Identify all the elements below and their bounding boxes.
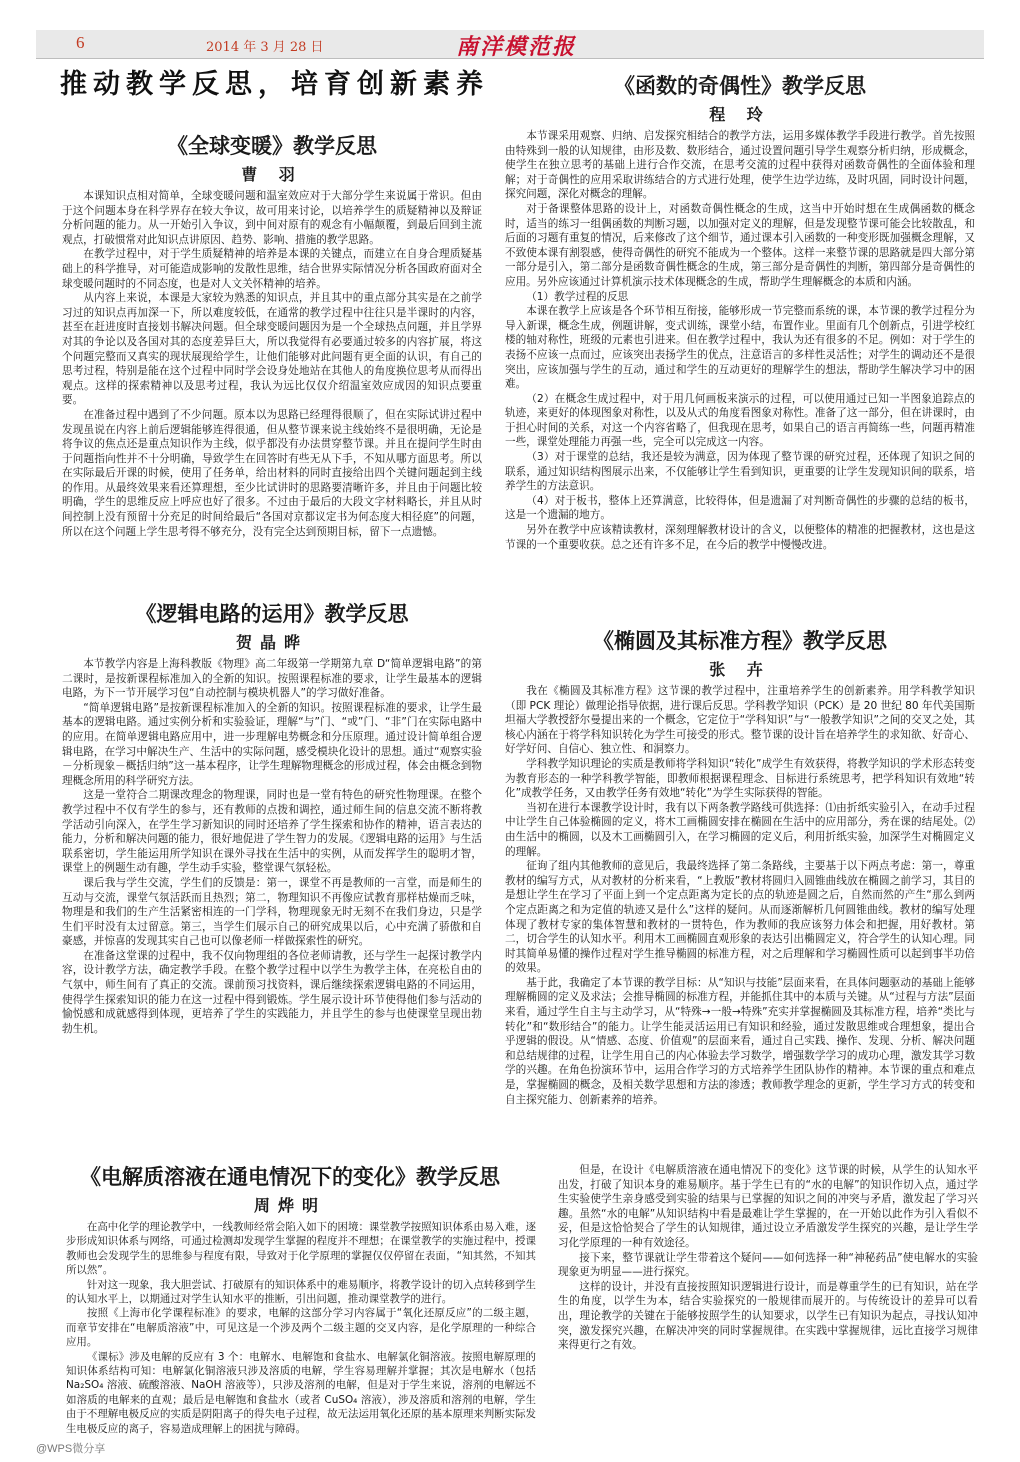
article-author: 曹 羽 [241, 165, 303, 184]
article-author: 程 玲 [709, 105, 771, 124]
paragraph: （4）对于板书，整体上还算满意，比较得体，但是遗漏了对判断奇偶性的步骤的总结的板书，这是一个遗漏的地方。 [505, 494, 975, 522]
article-electrolyte-header [30, 1163, 550, 1220]
paragraph: 《课标》涉及电解的反应有 3 个：电解水、电解饱和食盐水、电解氯化铜溶液。按照电解原理的知识体系结构可知：电解氯化铜溶液只涉及溶质的电解，学生容易理解并掌握；其次是电解水（包括 Na₂SO₄ 溶液、硫酸溶液、NaOH 溶液等），只涉及溶剂的电解，但是对于学生来说，溶剂的电解远不如溶质的电解来的直观；最后是电解饱和食盐水（或者 CuSO₄ 溶液），涉及溶质和溶剂的电解，学生由于不理解电极反应的实质是阴阳离子的得失电子过程，故无法运用氧化还原的基本原理来判断实际发生电极反应的离子，容易造成理解上的困扰与障碍。 [66, 1350, 536, 1435]
article-electrolyte-column-left [66, 1220, 536, 1436]
article-title: 《椭圆及其标准方程》教学反思 [593, 628, 887, 653]
paragraph: 学科教学知识理论的实质是教师将学科知识“转化”成学生有效获得，将教学知识的学术形态转变为教育形态的一种学科教学智能，即教师根据课程理念、目标进行系统思考，把学科知识有效地“转化”成教学任务，又由教学任务有效地“转化”为学生实际获得的智能。 [505, 757, 975, 800]
page-header [36, 30, 984, 59]
article-body [558, 1163, 978, 1353]
paragraph: 从内容上来说，本课是大家较为熟悉的知识点，并且其中的重点部分其实是在之前学习过的知识点再加深一下，所以难度较低，在通常的教学过程中往往只是半课时的内容，甚至在赶进度时直接划书解决问题。但全球变暖问题因为是一个全球热点问题，并且学界对其的争论以及各国对其的态度差异巨大，所以我觉得有必要通过较多的内容扩展，将这个问题完整而又真实的现状展现给学生，让他们能够对此问题有更全面的认识，有自己的思考过程，特别是能在这个过程中同时学会设身处地站在其他人的角度换位思考从而得出观点。这样的探索精神以及思考过程，我认为远比仅仅介绍温室效应成因的知识点要重要。 [62, 292, 482, 407]
article-title: 《电解质溶液在通电情况下的变化》教学反思 [80, 1164, 500, 1189]
article-body [62, 657, 482, 1036]
paragraph: 本课在教学上应该是各个环节相互衔接，能够形成一节完整而系统的课，本节课的教学过程分为导入新课，概念生成，例题讲解，变式训练，课堂小结，布置作业。里面有几个创新点，引进学校红楼的轴对称性，班级的元素也引进来。但在教学过程中，我认为还有很多的不足。例如：对于学生的表扬不应该一点而过，应该突出表扬学生的优点，注意语言的多样性灵活性；对学生的调动还不是很突出，应该加强与学生的互动，通过和学生的互动更好的理解学生的想法，帮助学生解决学习中的困难。 [505, 305, 975, 391]
article-function-parity [505, 72, 975, 552]
article-author: 贺晶晔 [235, 633, 308, 652]
newspaper-masthead: 南洋模范报 [456, 34, 577, 60]
article-global-warming [62, 132, 482, 539]
article-body [505, 684, 975, 1107]
issue-date: 2014 年 3 月 28 日 [206, 40, 324, 55]
paragraph: 在准备这堂课的过程中，我不仅向物理组的各位老师请教，还与学生一起探讨教学内容，设计教学方法，确定教学手段。在整个教学过程中以学生为教学主体，在亮松自由的气氛中，师生间有了真正的交流。课前预习找资料，课后继续探索逻辑电路的不同运用，使得学生探索知识的能力在这一过程中得到锻炼。学生展示设计环节使得他们参与活动的愉悦感和成就感得到体现，更培养了学生的实践能力，并且学生的参与也使课堂呈现出勃勃生机。 [62, 949, 482, 1035]
paragraph: 这样的设计，并没有直接按照知识逻辑进行设计，而是尊重学生的已有知识，站在学生的角度，以学生为本，结合实验探究的一般规律而展开的。与传统设计的差异可以看出，理论教学的关键在于能够按照学生的认知要求，以学生已有知识为起点，寻找认知冲突，激发探究兴趣，在解决冲突的同时掌握规律。在实践中掌握规律，远比直接学习规律来得更行之有效。 [558, 1280, 978, 1352]
paragraph: “简单逻辑电路”是按新课程标准加入的全新的知识。按照课程标准的要求，让学生最基本的逻辑电路。通过实例分析和实验验证，理解“与”门、“或”门、“非”门在实际电路中的应用。在简单逻辑电路应用中，进一步理解电势概念和分压原理。通过设计简单组合逻辑电路，在学习中解决生产、生活中的实际问题，感受模块化设计的思想。通过“观察实验－分析现象－概括归纳”这一基本程序，让学生理解物理概念的形成过程，体会由概念到物理概念所用的科学研究方法。 [62, 701, 482, 787]
article-title: 《函数的奇偶性》教学反思 [614, 73, 866, 98]
paragraph: 但是，在设计《电解质溶液在通电情况下的变化》这节课的时候，从学生的认知水平出发，打破了知识本身的难易顺序。基于学生已有的“水的电解”的知识作切入点，通过学生实验使学生亲身感受到实验的结果与已掌握的知识之间的冲突与矛盾，激发起了学习兴趣。虽然“水的电解”从知识结构中看是最难让学生掌握的，在一开始以此作为引入看似不妥，但是这恰恰契合了学生的认知规律，通过设立矛盾激发学生探究的兴趣，是让学生学习化学原理的一种有效途径。 [558, 1164, 978, 1249]
paragraph: 接下来，整节课就让学生带着这个疑问——如何选择一种“神秘药品”使电解水的实验现象更为明显——进行探究。 [558, 1251, 978, 1279]
paragraph: 当初在进行本课教学设计时，我有以下两条教学路线可供选择：⑴由折纸实验引入，在动手过程中让学生自己体验椭圆的定义，将木工画椭圆安排在椭圆在生活中的应用部分，秀在课的结尾处。⑵由生活中的椭圆，以及木工画椭圆引入，在学习椭圆的定义后，利用折纸实验，加深学生对椭圆定义的理解。 [505, 801, 975, 858]
article-ellipse [505, 627, 975, 1107]
page-number: 6 [76, 33, 85, 52]
article-electrolyte-column-right [558, 1163, 978, 1353]
paragraph: 在教学过程中，对于学生质疑精神的培养是本课的关键点，而建立在自身合理质疑基础上的科学推导，对可能造成影响的发散性思维，结合世界实际情况分析各国政府面对全球变暖问题时的不同态度，也是对人文关怀精神的培养。 [62, 248, 482, 290]
paragraph: 本节教学内容是上海科教版《物理》高二年级第一学期第九章 D“简单逻辑电路”的第二课时，是按新课程标准加入的全新的知识。按照课程标准的要求，让学生最基本的逻辑电路，为下一节开展学习包“自动控制与模块机器人”的学习做好准备。 [62, 658, 482, 700]
paragraph: 基于此，我确定了本节课的教学目标：从“知识与技能”层面来看，在具体问题驱动的基础上能够理解椭圆的定义及求法；会推导椭圆的标准方程，并能抓住其中的本质与关键。从“过程与方法”层面来看，通过学生自主与主动学习，从“特殊→一般→特殊”充实并掌握椭圆及其标准方程，培养“类比与转化”和“数形结合”的能力。让学生能灵活运用已有知识和经验，通过发散思维或合理想象，提出合乎逻辑的假设。从“情感、态度、价值观”的层面来看，通过自己实践、操作、发现、分析、解决问题和总结规律的过程，让学生用自己的内心体验去学习数学，增强数学学习的成功心理，激发其学习数学的兴趣。在角色扮演环节中，运用合作学习的方式培养学生团队协作的精神。本节课的重点和难点是，掌握椭圆的概念，及相关数学思想和方法的渗透；教师教学理念的更新，学生学习方式的转变和自主探究能力、创新素养的培养。 [505, 976, 975, 1106]
article-body [62, 189, 482, 539]
paragraph: 在高中化学的理论教学中，一线教师经常会陷入如下的困境：课堂教学按照知识体系由易入难，逐步形成知识体系与网络，可通过检测却发现学生掌握的程度并不理想；在课堂教学的实施过程中，授课教师也会发现学生的思维参与程度有限，导致对于化学原理的掌握仅仅停留在表面，“知其然，不知其所以然”。 [66, 1221, 536, 1277]
watermark-label: @WPS微分享 [36, 1443, 106, 1455]
paragraph: 这是一堂符合二期课改理念的物理课，同时也是一堂有特色的研究性物理课。在整个教学过程中不仅有学生的参与，还有教师的点拨和调控，通过师生间的信息交流不断将教学活动引向深入，在学生学习新知识的同时还培养了学生探索和协作的精神，语言表达的能力，分析和解决问题的能力，很好地促进了学生智力的发展。《逻辑电路的运用》与生活联系密切，学生能运用所学知识在课外寻找在生活中的实例，从而发挥学生的聪明才智，课堂上的例题生动有趣，学生动手实验，整堂课气氛轻松。 [62, 789, 482, 875]
paragraph: （2）在概念生成过程中，对于用几何画板来演示的过程，可以使用通过已知一半图象追踪点的轨迹，来更好的体现图象对称性，以及从式的角度看图象对称性。准备了这一部分，但在讲课时，由于担心时间的关系，对这一个内容省略了，但我现在思考，如果自己的语言再简练一些，问题再精准一些，课堂处理能力再强一些，完全可以完成这一内容。 [505, 392, 975, 449]
paragraph: （3）对于课堂的总结，我还是较为满意，因为体现了整节课的研究过程，还体现了知识之间的联系，通过知识结构图展示出来，不仅能够让学生看到知识，更重要的让学生发现知识间的联系，培养学生的方法意识。 [505, 451, 975, 493]
paragraph: 针对这一现象，我大胆尝试、打破原有的知识体系中的难易顺序，将教学设计的切入点转移到学生的认知水平上，以期通过对学生认知水平的推断，引出问题，推动课堂教学的进行。 [66, 1278, 536, 1306]
paragraph: 对于备课整体思路的设计上，对函数奇偶性概念的生成，这当中开始时想在生成偶函数的概念时，适当的练习一组偶函数的判断习题，以加强对定义的理解，但是发现整节课可能会比较散乱，和后面的习题有重复的情况，后来修改了这个细节，通过课本引入函数的一种变形既加强概念理解，又不致使本课有割裂感，使得奇偶性的研究不能成为一个整体。这样一来整节课的思路就是四大部分第一部分是引入，第二部分是函数奇偶性概念的生成，第三部分是奇偶性的判断，第四部分是奇偶性的应用。另外应该通过计算机演示技术体现概念的生成，帮助学生理解概念的本质和内涵。 [505, 202, 975, 288]
paragraph: 课后我与学生交流，学生们的反馈是：第一，课堂不再是教师的一言堂，而是师生的互动与交流，课堂气氛活跃而且热烈；第二，物理知识不再像应试教育那样枯燥而乏味，物理是和我们的生产生活紧密相连的一门学科，物理现象无时无刻不在我们身边，只是学生们平时没有太过留意。第三，当学生们展示自己的研究成果以后，心中充满了骄傲和自豪感，并惊喜的发现其实自己也可以像老师一样做探索性的研究。 [62, 876, 482, 948]
paragraph: 本课知识点相对简单，全球变暖问题和温室效应对于大部分学生来说属于常识。但由于这个问题本身在科学界存在较大争议，故可用来讨论，以培养学生的质疑精神以及辩证分析问题的能力。从一开始引入争议，到中间对原有的观念有小幅颠覆，到最后回到主流观点，打破惯常对此知识点讲原因、趋势、影响、措施的教学思路。 [62, 190, 482, 246]
article-body [505, 129, 975, 552]
paragraph: 征询了组内其他教师的意见后，我最终选择了第二条路线，主要基于以下两点考虑：第一，尊重教材的编写方式，从对教材的分析来看，“上教版”教材将圆归入圆锥曲线放在椭圆之前学习，其目的是想让学生在学习了平面上到一个定点距离为定长的点的轨迹是圆之后，自然而然的产生“那么到两个定点距离之和为定值的轨迹又是什么”这样的疑问。从而逐渐解析几何圆锥曲线。教材的编写处理体现了教材专家的集体智慧和教材的一贯特色，作为教师的我应该努力体会和把握，用好教材。第二，切合学生的认知水平。利用木工画椭圆直观形象的表达引出椭圆定义，符合学生的认知心理。同时其简单易懂的操作过程对学生推导椭圆的标准方程，对之后理解和学习椭圆性质可以起到事半功倍的效果。 [505, 860, 975, 975]
paragraph: 按照《上海市化学课程标准》的要求，电解的这部分学习内容属于“氧化还原反应”的二级主题，而章节安排在“电解质溶液”中，可见这是一个涉及两个二级主题的交叉内容，是化学原理的一种综合应用。 [66, 1307, 536, 1349]
paragraph: （1）教学过程的反思 [526, 290, 629, 303]
paragraph: 我在《椭圆及其标准方程》这节课的教学过程中，注重培养学生的创新素养。用学科教学知识（即 PCK 理论）做理论指导依据，进行课后反思。学科教学知识（PCK）是 20 世纪 80 年代美国斯坦福大学教授舒尔曼提出来的一个概念，它定位于“学科知识”与“一般教学知识”之间的交叉之处，其核心内涵在于将学科知识转化为学生可接受的形式。整节课的设计旨在培养学生的求知欲、好奇心、好学好问、自信心、独立性、和洞察力。 [505, 685, 976, 756]
paragraph: 在准备过程中遇到了不少问题。原本以为思路已经理得很顺了，但在实际试讲过程中发现虽说在内容上前后逻辑能够连得很通，但从整节课来说主线始终不是很明确，无论是将争议的焦点还是重点知识作为主线，似乎都没有办法贯穿整节课。并且在提问学生时由于问题指向性并不十分明确，导致学生在回答时有些无从下手，不知从哪方面思考。所以在实际最后开课的时候，使用了任务单，给出材料的同时直接给出四个关键问题起到主线的作用。从最终效果来看还算理想，至少比试讲时的思路要清晰许多，并且由于问题比较明确，学生的思维反应上呼应也好了很多。不过由于最后的大段文字材料略长，并且从时间控制上没有预留十分充足的时间给最后“各国对京都议定书为何态度大相径庭”的问题，所以在这个问题上学生思考得不够充分，没有完全达到预期目标，留下一点遗憾。 [62, 408, 482, 538]
article-author: 周烨明 [253, 1196, 326, 1215]
article-logic-circuit [62, 600, 482, 1036]
paragraph: 另外在教学中应该精读教材，深刻理解教材设计的含义，以便整体的精准的把握教材，这也是这节课的一个重要收获。总之还有许多不足，在今后的教学中慢慢改进。 [505, 524, 975, 551]
article-title: 《全球变暖》教学反思 [167, 133, 377, 158]
paragraph: 本节课采用观察、归纳、启发探究相结合的教学方法，运用多媒体教学手段进行教学。首先按照由特殊到一般的认知规律，由形及数、数形结合，通过设置问题引导学生观察分析归纳，形成概念，使学生在独立思考的基础上进行合作交流，在思考交流的过程中获得对函数奇偶性的全面体验和理解；对于奇偶性的应用采取讲练结合的方式进行处理，使学生边学边练，及时巩固，同时设计问题，探究问题，深化对概念的理解。 [505, 130, 975, 201]
article-author: 张 卉 [709, 660, 771, 679]
article-body [66, 1220, 536, 1436]
page-headline: 推动教学反思，培育创新素养 [60, 69, 489, 100]
article-title: 《逻辑电路的运用》教学反思 [135, 601, 409, 626]
